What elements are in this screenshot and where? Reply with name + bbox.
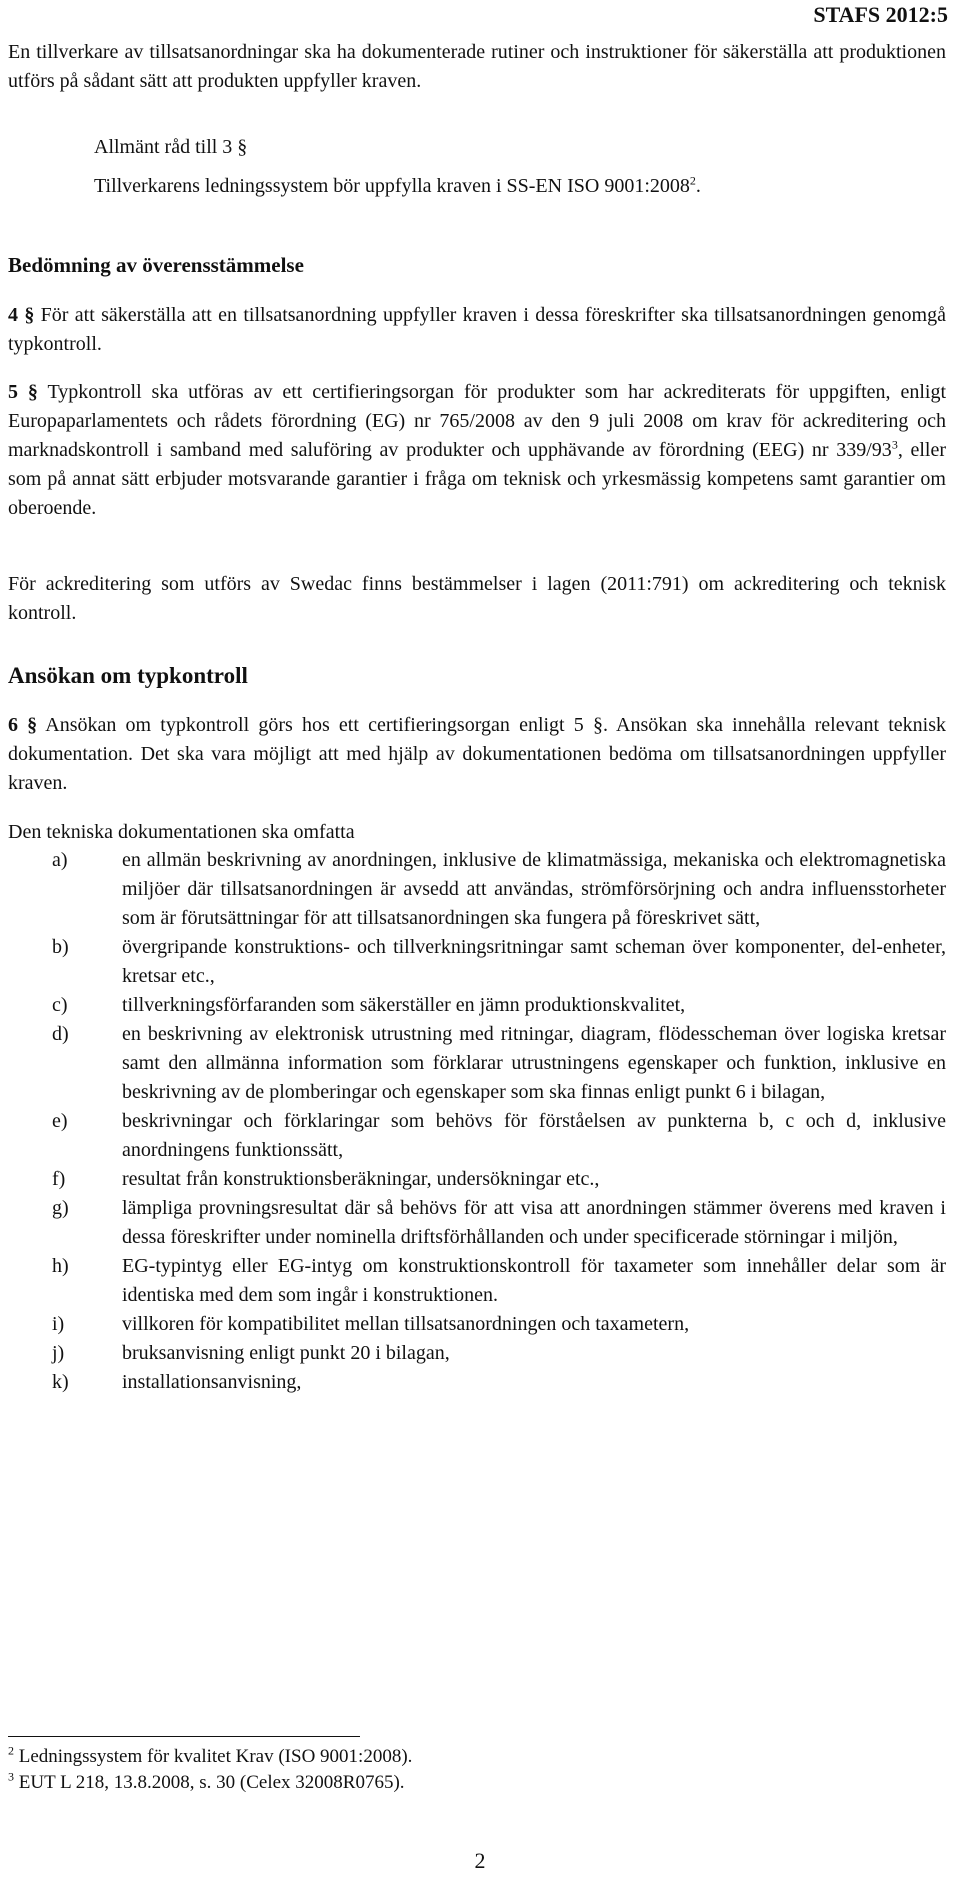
general-advice-body: Tillverkarens ledningssystem bör uppfylla kraven i SS-EN ISO 9001:2008 — [94, 175, 690, 197]
list-item — [8, 1310, 946, 1339]
section-heading-conformity: Bedömning av överensstämmelse — [8, 253, 304, 277]
list-item-label: g) — [52, 1197, 69, 1219]
paragraph-5-number: 5 § — [8, 381, 38, 403]
list-item-label: d) — [52, 1023, 69, 1045]
footnote-ref-2: 2 — [689, 173, 696, 188]
list-item-text: en allmän beskrivning av anordningen, inklusive de klimatmässiga, mekaniska och elektromagnetiska miljöer där tillsatsanordningen är avsedd att användas, strömförsörjning och andra influensstorheter som är förutsättningar för att tillsatsanordningen ska fungera på föreskrivet sätt, — [122, 849, 946, 929]
documentation-list — [8, 846, 946, 1397]
list-item-text: tillverkningsförfaranden som säkerställer en jämn produktionskvalitet, — [122, 994, 686, 1016]
footnote-2-number: 2 — [8, 1743, 14, 1758]
paragraph-4-text: För att säkerställa att en tillsatsanordning uppfyller kraven i dessa föreskrifter ska tillsatsanordningen genomgå typkontroll. — [8, 304, 946, 355]
list-item-text: lämpliga provningsresultat där så behövs för att visa att anordningen stämmer överens med kraven i dessa föreskrifter under nominella driftsförhållanden och under specificerade störningar i miljön, — [122, 1197, 946, 1248]
list-item — [8, 1339, 946, 1368]
list-item-label: f) — [52, 1168, 66, 1190]
list-item-label: a) — [52, 849, 68, 871]
documentation-list-intro: Den tekniska dokumentationen ska omfatta — [8, 821, 355, 843]
list-item-text: beskrivningar och förklaringar som behövs för förståelsen av punkterna b, c och d, inklusive anordningens funktionssätt, — [122, 1110, 946, 1161]
list-item — [8, 1194, 946, 1252]
list-item-text: resultat från konstruktionsberäkningar, undersökningar etc., — [122, 1168, 600, 1190]
paragraph-5-text-a: Typkontroll ska utföras av ett certifieringsorgan för produkter som har ackrediterats för uppgiften, enligt Europaparlamentets och rådets förordning (EG) nr 765/2008 av den 9 juli 2008 om krav för ackreditering och marknadskontroll i samband med saluföring av produkter och upphävande av förordning (EEG) nr 339/93 — [8, 381, 947, 461]
paragraph-5-text-b: , eller som på annat sätt erbjuder motsvarande garantier i fråga om teknisk och yrkesmässig kompetens samt garantier om oberoende. — [8, 439, 946, 519]
paragraph-6 — [8, 711, 946, 798]
list-item — [8, 1252, 946, 1310]
list-item — [8, 933, 946, 991]
footnote-2-text: Ledningssystem för kvalitet Krav (ISO 9001:2008). — [14, 1746, 413, 1767]
list-item-label: b) — [52, 936, 69, 958]
list-item — [8, 1107, 946, 1165]
list-item — [8, 1165, 946, 1194]
list-item-text: villkoren för kompatibilitet mellan tillsatsanordningen och taxametern, — [122, 1313, 690, 1335]
general-advice-end: . — [695, 175, 701, 197]
list-item — [8, 1020, 946, 1107]
list-item — [8, 846, 946, 933]
general-advice-text — [94, 172, 701, 201]
section-heading-application: Ansökan om typkontroll — [8, 663, 248, 688]
paragraph-5 — [8, 378, 946, 523]
intro-paragraph: En tillverkare av tillsatsanordningar ska ha dokumenterade rutiner och instruktioner för säkerställa att produktionen utförs på sådant sätt att produkten uppfyller kraven. — [8, 41, 946, 92]
paragraph-4-number: 4 § — [8, 304, 35, 326]
list-item-label: h) — [52, 1255, 69, 1277]
footnote-ref-3: 3 — [891, 437, 898, 452]
swedac-paragraph: För ackreditering som utförs av Swedac finns bestämmelser i lagen (2011:791) om ackreditering och teknisk kontroll. — [8, 573, 946, 624]
list-item-label: j) — [52, 1342, 65, 1364]
footnote-3-text: EUT L 218, 13.8.2008, s. 30 (Celex 32008R0765). — [14, 1772, 405, 1793]
general-advice-title: Allmänt råd till 3 § — [94, 136, 248, 158]
document-id-header: STAFS 2012:5 — [813, 2, 948, 27]
footnote-3-number: 3 — [8, 1769, 14, 1784]
list-item — [8, 1368, 946, 1397]
page-number: 2 — [474, 1848, 486, 1873]
list-item-label: c) — [52, 994, 68, 1016]
list-item-text: övergripande konstruktions- och tillverkningsritningar samt scheman över komponenter, del-enheter, kretsar etc., — [122, 936, 946, 987]
list-item-text: en beskrivning av elektronisk utrustning med ritningar, diagram, flödesscheman över logiska kretsar samt den allmänna information som förklarar utrustningens egenskaper och funktion, inklusive en beskrivning av de plomberingar och egenskaper som ska finnas enligt punkt 6 i bilagan, — [122, 1023, 946, 1103]
footnote-separator — [8, 1736, 360, 1737]
footnote-3 — [8, 1770, 405, 1795]
list-item-text: bruksanvisning enligt punkt 20 i bilagan, — [122, 1342, 450, 1364]
list-item-label: e) — [52, 1110, 68, 1132]
list-item-text: installationsanvisning, — [122, 1371, 302, 1393]
paragraph-4 — [8, 301, 946, 359]
paragraph-6-text: Ansökan om typkontroll görs hos ett certifieringsorgan enligt 5 §. Ansökan ska innehålla relevant teknisk dokumentation. Det ska vara möjligt att med hjälp av dokumentationen bedöma om tillsatsanordningen uppfyller kraven. — [8, 714, 946, 794]
list-item-label: i) — [52, 1313, 65, 1335]
list-item-label: k) — [52, 1371, 69, 1393]
list-item — [8, 991, 946, 1020]
paragraph-6-number: 6 § — [8, 714, 38, 736]
footnote-2 — [8, 1744, 412, 1769]
list-item-text: EG-typintyg eller EG-intyg om konstruktionskontroll för taxameter som innehåller delar som är identiska med dem som ingår i konstruktionen. — [122, 1255, 946, 1306]
